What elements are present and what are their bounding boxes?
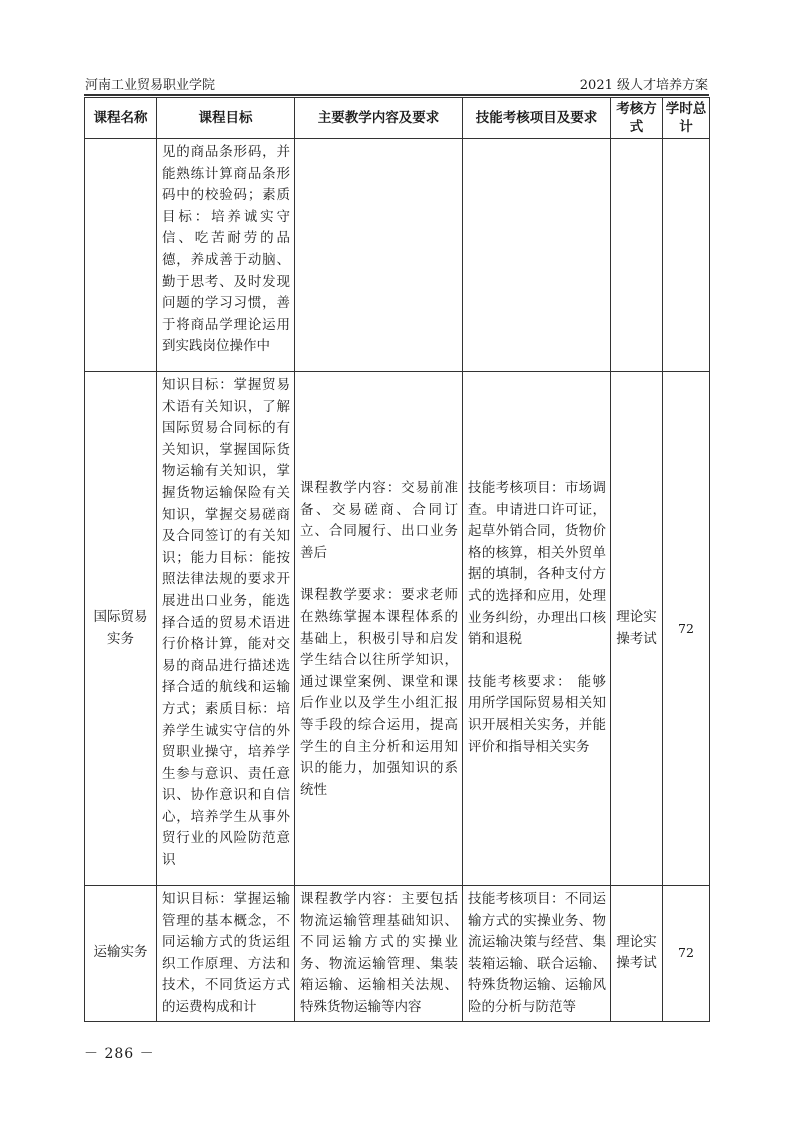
curriculum-table [84,97,710,1022]
course-goal-cell [157,886,295,1022]
course-goal-text: 知识目标：掌握运输管理的基本概念，不同运输方式的货运组织工作原理、方法和技术，不同货运方式的运费构成和计 [162,891,290,1015]
col-header-total-hours: 学时总计 [663,98,710,139]
course-name-cell: 国际贸易实务 [85,372,157,886]
skill-requirement-text: 技能考核要求： 能够用所学国际贸易相关知识开展相关实务，并能评价和指导相关实务 [468,673,606,755]
skill-assessment-text: 技能考核项目：不同运输方式的实操业务、物流运输决策与经营、集装箱运输、联合运输、特殊货物运输、运输风险的分析与防范等 [468,891,606,1015]
teaching-content-cell [295,886,463,1022]
teaching-content-cell [295,372,463,886]
teaching-content-text: 课程教学内容：主要包括物流运输管理基础知识、不同运输方式的实操业务、物流运输管理、集装箱运输、运输相关法规、特殊货物运输等内容 [300,891,458,1015]
header-plan-title: 2021 级人才培养方案 [579,78,708,93]
col-header-teaching-content: 主要教学内容及要求 [295,98,463,139]
skill-assessment-text: 技能考核项目：市场调查。申请进口许可证，起草外销合同，货物价格的核算，相关外贸单据的填制，各种支付方式的选择和应用，处理业务纠纷，办理出口核销和退税 [468,480,606,648]
table-row [85,139,710,372]
course-goal-cell [157,139,295,372]
table-row [85,372,710,886]
teaching-content-cell [295,139,463,372]
assessment-method-cell: 理论实操考试 [611,886,663,1022]
course-goal-cell [157,372,295,886]
skill-assessment-cell [463,139,611,372]
course-name-cell: 运输实务 [85,886,157,1022]
total-hours-cell: 72 [663,372,710,886]
assessment-method-cell: 理论实操考试 [611,372,663,886]
teaching-content-text: 课程教学内容：交易前准备、交易磋商、合同订立、合同履行、出口业务善后 [300,480,458,561]
col-header-skill-assessment: 技能考核项目及要求 [463,98,611,139]
total-hours-cell: 72 [663,886,710,1022]
col-header-course-goal: 课程目标 [157,98,295,139]
header-rule [84,94,709,96]
course-goal-text: 知识目标：掌握贸易术语有关知识，了解国际贸易合同标的有关知识，掌握国际货物运输有关知识，掌握货物运输保险有关知识，掌握交易磋商及合同签订的有关知识；能力目标：能按照法律法规的要求开展进出口业务，能选择合适的贸易术语进行价格计算，能对交易的商品进行描述选择合适的航线和运输方式；素质目标：培养学生诚实守信的外贸职业操守，培养学生参与意识、责任意识、协作意识和自信心，培养学生从事外贸行业的风险防范意识 [162,377,290,869]
assessment-method-cell [611,139,663,372]
course-name-cell [85,139,157,372]
page-number: － 286 － [84,1046,155,1062]
total-hours-cell [663,139,710,372]
course-goal-text: 见的商品条形码，并能熟练计算商品条形码中的校验码；素质目标：培养诚实守信、吃苦耐劳的品德，养成善于动脑、勤于思考、及时发现问题的学习习惯，善于将商品学理论运用到实践岗位操作中 [162,144,290,355]
table-row [85,886,710,1022]
header-school-name: 河南工业贸易职业学院 [85,78,216,93]
teaching-requirement-text: 课程教学要求：要求老师在熟练掌握本课程体系的基础上，积极引导和启发学生结合以往所学知识，通过课堂案例、课堂和课后作业以及学生小组汇报等手段的综合运用，提高学生的自主分析和运用知识的能力，加强知识的系统性 [300,587,458,798]
table-header-row [85,98,710,139]
skill-assessment-cell [463,886,611,1022]
col-header-course-name: 课程名称 [85,98,157,139]
skill-assessment-cell [463,372,611,886]
col-header-assessment-method: 考核方式 [611,98,663,139]
